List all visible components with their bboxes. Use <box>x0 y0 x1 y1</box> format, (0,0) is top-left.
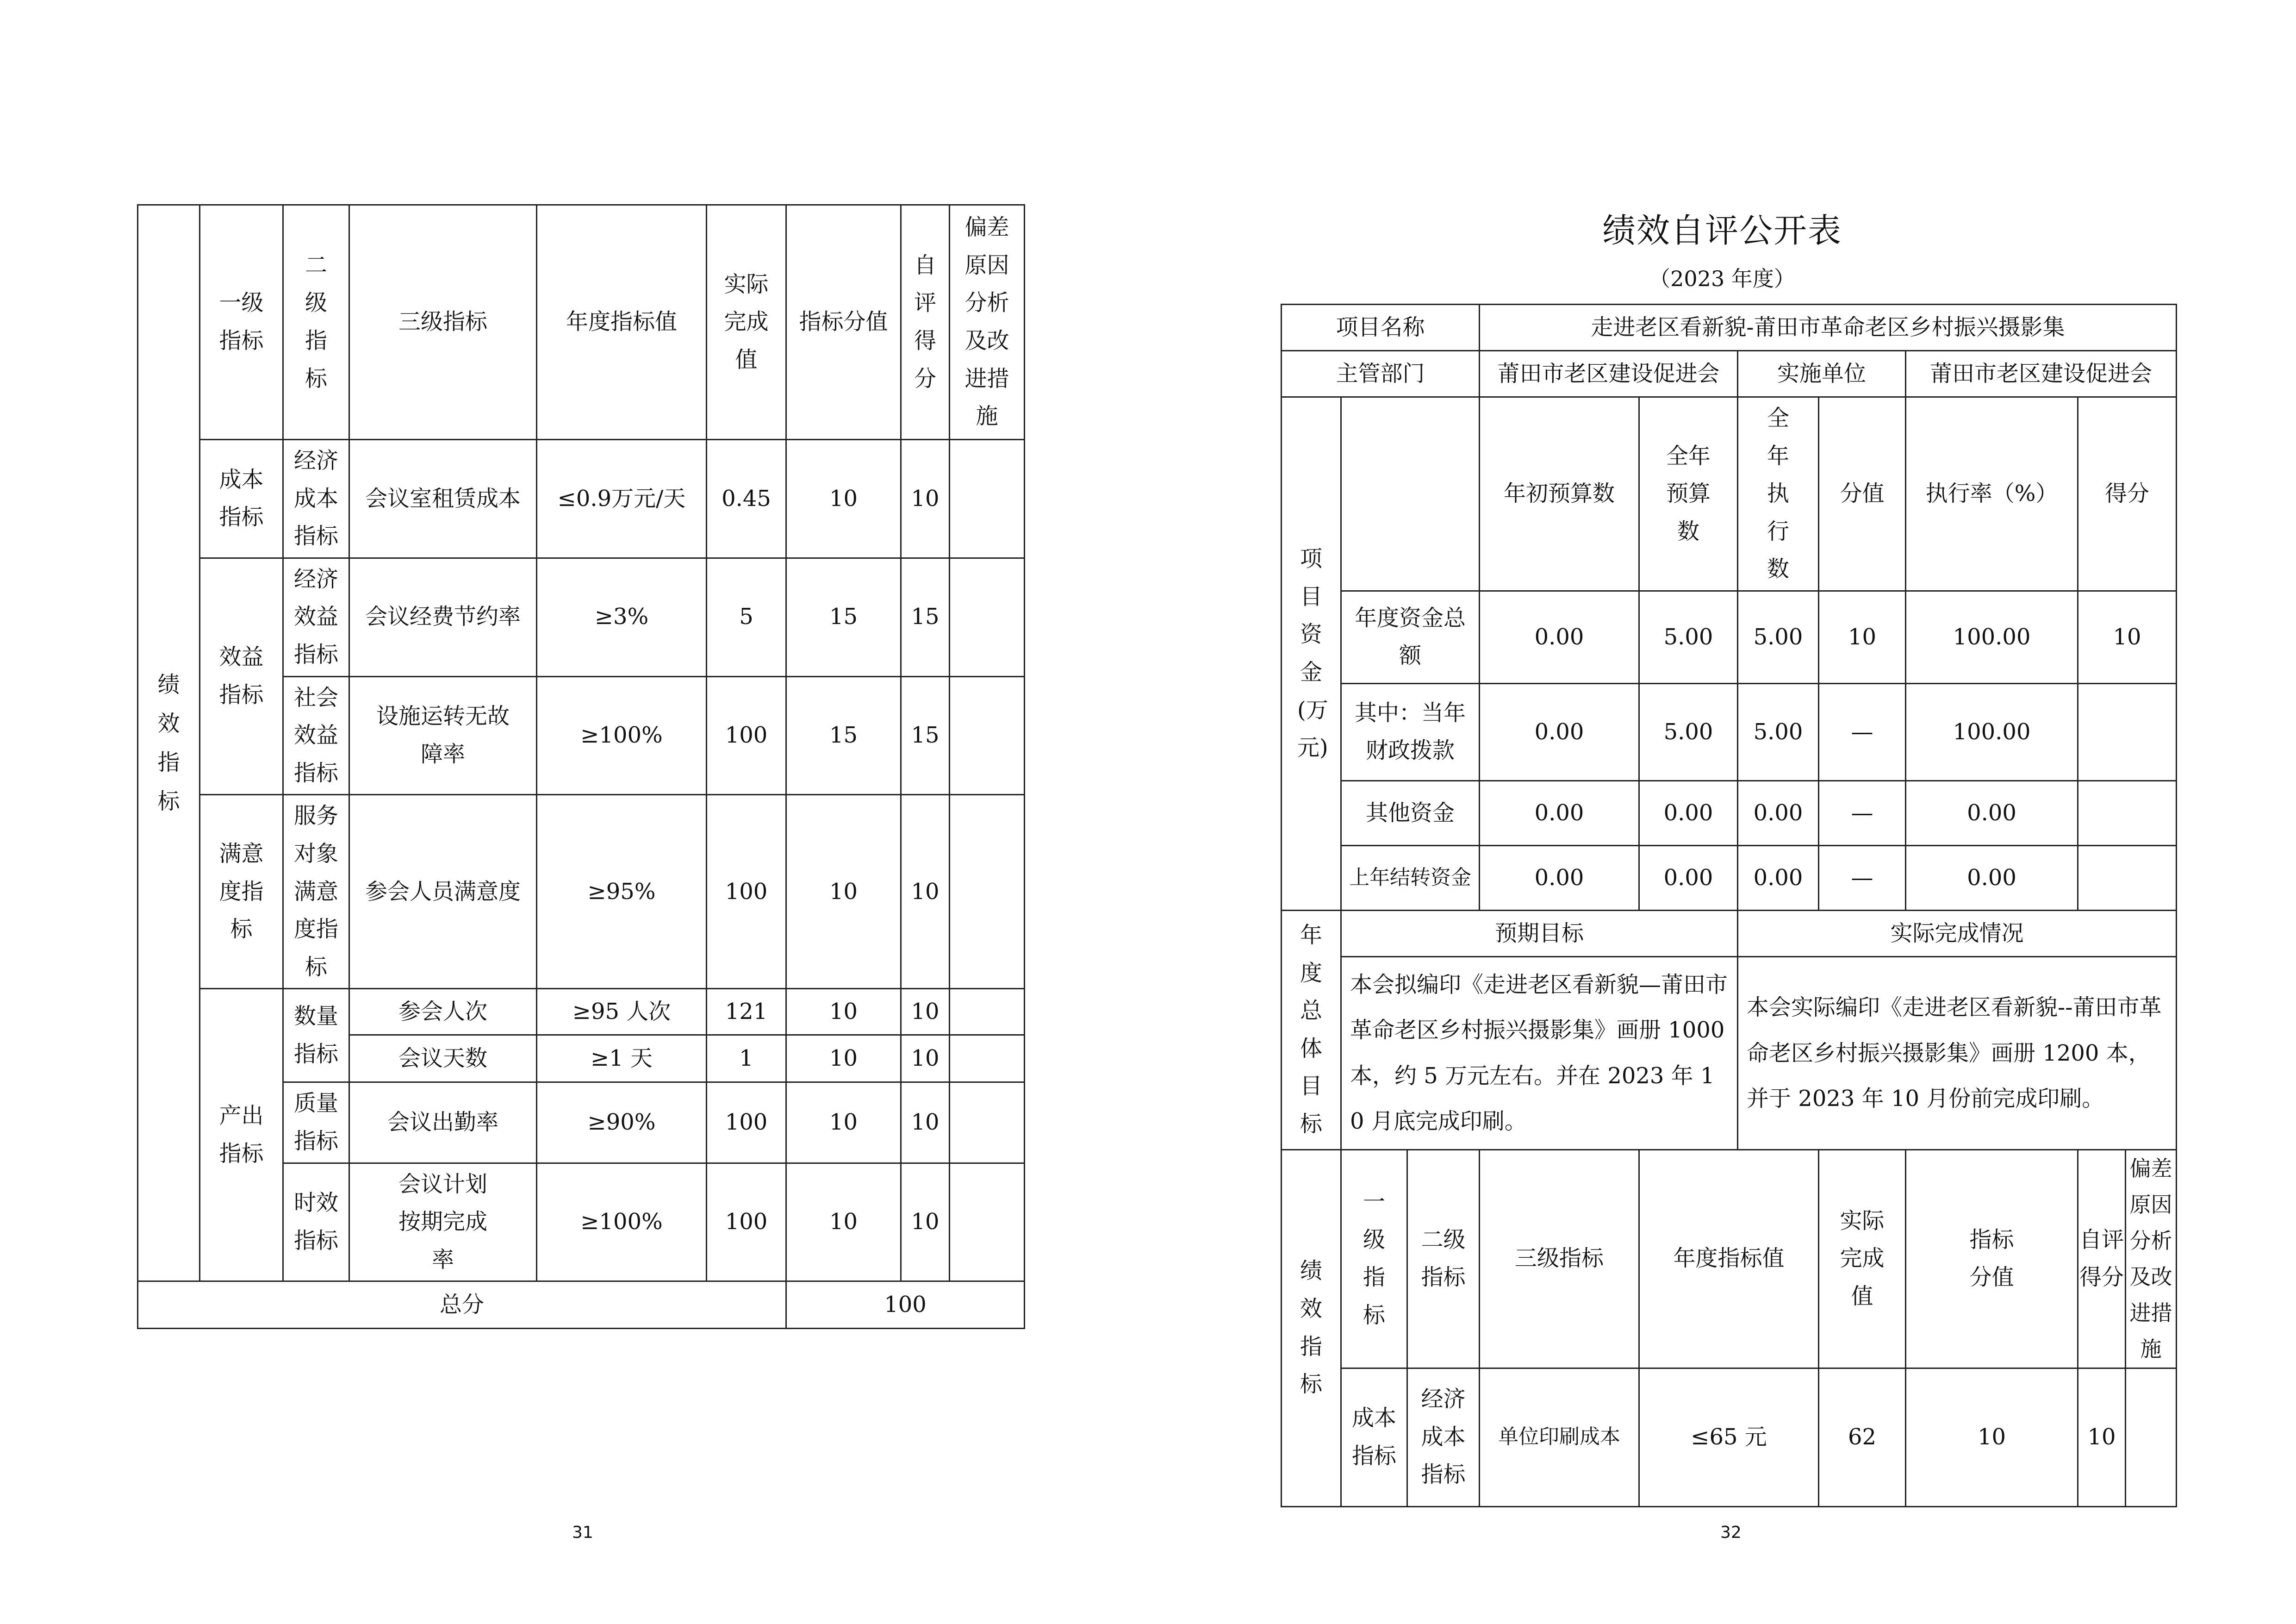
level3-cell <box>349 676 537 795</box>
funds-row-label-text: 其中：当年财政拨款 <box>1354 700 1466 764</box>
level2-text: 社会效益指标 <box>293 684 338 786</box>
impl-value: 莆田市老区建设促进会 <box>1906 351 2177 397</box>
funds-initial: 0.00 <box>1480 845 1639 910</box>
points-cell: 10 <box>786 989 901 1035</box>
dept-label: 主管部门 <box>1282 351 1480 397</box>
funds-row <box>1282 683 2177 781</box>
perf-row <box>1282 1368 2177 1506</box>
funds-row-label-text: 年度资金总额 <box>1354 605 1466 669</box>
score-cell: 10 <box>901 440 950 558</box>
score-cell: 10 <box>901 989 950 1035</box>
target-cell: ≤0.9万元/天 <box>537 440 707 558</box>
level2-cell <box>283 676 349 795</box>
funds-points: — <box>1819 845 1906 910</box>
page-subtitle: （2023 年度） <box>1649 266 1795 291</box>
funds-row-label: 其他资金 <box>1341 781 1480 845</box>
funds-row <box>1282 781 2177 845</box>
funds-side-label <box>1282 397 1341 911</box>
perf-header-row <box>1282 1149 2177 1368</box>
funds-header-points: 分值 <box>1819 397 1906 591</box>
perf-score-note <box>2078 1368 2177 1506</box>
level2-cell <box>283 1163 349 1281</box>
funds-rate: 100.00 <box>1906 683 2078 781</box>
note-cell <box>950 1163 1025 1281</box>
dept-value: 莆田市老区建设促进会 <box>1480 351 1738 397</box>
goals-side-label-text: 年度总体目标 <box>1300 922 1322 1137</box>
perf-points: 10 <box>1906 1368 2078 1506</box>
level3-cell <box>349 1163 537 1281</box>
total-label: 总分 <box>138 1281 786 1329</box>
level2-text: 经济效益指标 <box>293 566 338 668</box>
actual-cell: 121 <box>707 989 786 1035</box>
level3-cell: 会议室租赁成本 <box>349 440 537 558</box>
target-cell: ≥100% <box>537 1163 707 1281</box>
perf-side-label-text: 绩效指标 <box>1300 1258 1322 1398</box>
table-row <box>138 795 1025 989</box>
funds-score: 10 <box>2078 591 2177 683</box>
level1-satisfaction-text: 满意度指标 <box>219 840 264 943</box>
perf-header-l1-text: 一级指标 <box>1363 1188 1385 1328</box>
goals-actual-text: 本会实际编印《走进老区看新貌--莆田市革命老区乡村振兴摄影集》画册 1200 本，并于 2023 年 10 月份前完成印刷。 <box>1738 956 2177 1149</box>
actual-cell: 100 <box>707 795 786 989</box>
perf-header-note-text: 偏差原因分析及改进措施 <box>2129 1156 2172 1362</box>
perf-actual: 62 <box>1819 1368 1906 1506</box>
page-number-left: 31 <box>572 1523 593 1542</box>
impl-label: 实施单位 <box>1738 351 1906 397</box>
funds-score <box>2078 781 2177 845</box>
self-evaluation-table <box>1281 304 2177 1507</box>
level1-cost-text: 成本指标 <box>219 466 264 531</box>
funds-row <box>1282 591 2177 683</box>
funds-header-blank <box>1341 397 1480 591</box>
level2-cell <box>283 440 349 558</box>
perf-header-score-note <box>2078 1149 2177 1368</box>
points-cell: 10 <box>786 1082 901 1163</box>
level3-text: 设施运转无故障率 <box>376 703 510 767</box>
table-row <box>138 989 1025 1035</box>
goals-text-row <box>1282 956 2177 1149</box>
level2-cell <box>283 795 349 989</box>
perf-score: 10 <box>2078 1369 2126 1506</box>
funds-annual: 5.00 <box>1639 591 1738 683</box>
perf-l2 <box>1407 1368 1480 1506</box>
level2-text: 时效指标 <box>293 1190 338 1254</box>
header-note-text: 偏差原因分析及改进措施 <box>964 214 1009 430</box>
funds-side-label-text: 项目资金(万元) <box>1297 546 1328 761</box>
target-cell: ≥1 天 <box>537 1035 707 1082</box>
points-cell: 10 <box>786 440 901 558</box>
funds-row-label <box>1341 591 1480 683</box>
funds-row-label: 上年结转资金 <box>1341 845 1480 910</box>
header-row <box>138 205 1025 440</box>
project-name-value: 走进老区看新貌-莆田市革命老区乡村振兴摄影集 <box>1480 305 2177 351</box>
header-level2-text: 二级指标 <box>305 252 327 392</box>
funds-annual: 0.00 <box>1639 781 1738 845</box>
group-label: 绩效指标 <box>157 672 180 815</box>
total-value: 100 <box>786 1281 1025 1329</box>
perf-header-l2 <box>1407 1149 1480 1368</box>
actual-cell: 1 <box>707 1035 786 1082</box>
header-level1 <box>200 205 283 440</box>
level1-benefit-text: 效益指标 <box>219 644 264 708</box>
goals-header-row <box>1282 910 2177 956</box>
funds-rate: 0.00 <box>1906 781 2078 845</box>
funds-rate: 100.00 <box>1906 591 2078 683</box>
funds-annual: 0.00 <box>1639 845 1738 910</box>
header-actual-text: 实际完成值 <box>724 271 769 373</box>
perf-l3: 单位印刷成本 <box>1480 1368 1639 1506</box>
perf-header-l3: 三级指标 <box>1480 1149 1639 1368</box>
note-cell <box>950 440 1025 558</box>
funds-executed: 0.00 <box>1738 781 1819 845</box>
level2-text: 经济成本指标 <box>293 448 338 550</box>
level1-cost <box>200 440 283 558</box>
actual-cell: 100 <box>707 1163 786 1281</box>
perf-l2-text: 经济成本指标 <box>1421 1386 1466 1488</box>
perf-header-note <box>2126 1150 2176 1368</box>
goals-actual-label: 实际完成情况 <box>1738 910 2177 956</box>
level3-cell: 会议天数 <box>349 1035 537 1082</box>
target-cell: ≥95% <box>537 795 707 989</box>
funds-points: 10 <box>1819 591 1906 683</box>
note-cell <box>950 1035 1025 1082</box>
level3-cell: 参会人员满意度 <box>349 795 537 989</box>
funds-executed: 5.00 <box>1738 683 1819 781</box>
perf-side-label <box>1282 1149 1341 1506</box>
header-level2 <box>283 205 349 440</box>
perf-header-score <box>2078 1150 2126 1368</box>
note-cell <box>950 558 1025 676</box>
perf-header-actual <box>1819 1149 1906 1368</box>
funds-initial: 0.00 <box>1480 683 1639 781</box>
funds-header-annual <box>1639 397 1738 591</box>
right-page <box>1148 0 2296 1624</box>
goals-side-label <box>1282 910 1341 1149</box>
perf-header-points-text: 指标分值 <box>1969 1226 2014 1291</box>
funds-rate: 0.00 <box>1906 845 2078 910</box>
funds-points: — <box>1819 781 1906 845</box>
score-cell: 10 <box>901 1163 950 1281</box>
total-row <box>138 1281 1025 1329</box>
page-number-right: 32 <box>1720 1523 1742 1542</box>
header-level3: 三级指标 <box>349 205 537 440</box>
points-cell: 10 <box>786 795 901 989</box>
funds-executed: 0.00 <box>1738 845 1819 910</box>
perf-l1 <box>1341 1368 1407 1506</box>
score-cell: 15 <box>901 676 950 795</box>
perf-header-l1 <box>1341 1149 1407 1368</box>
note-cell <box>950 795 1025 989</box>
score-cell: 10 <box>901 1082 950 1163</box>
points-cell: 10 <box>786 1035 901 1082</box>
header-note <box>950 205 1025 440</box>
level2-text: 服务对象满意度指标 <box>293 803 338 980</box>
perf-l1-text: 成本指标 <box>1351 1405 1396 1469</box>
funds-header-executed <box>1738 397 1819 591</box>
funds-header-annual-text: 全年预算数 <box>1666 443 1711 544</box>
score-cell: 15 <box>901 558 950 676</box>
header-score <box>901 205 950 440</box>
header-level1-text: 一级指标 <box>219 290 264 354</box>
perf-header-target: 年度指标值 <box>1639 1149 1819 1368</box>
perf-header-l2-text: 二级指标 <box>1421 1226 1466 1291</box>
target-cell: ≥90% <box>537 1082 707 1163</box>
points-cell: 15 <box>786 558 901 676</box>
funds-initial: 0.00 <box>1480 591 1639 683</box>
dept-row <box>1282 351 2177 397</box>
project-name-row <box>1282 305 2177 351</box>
funds-header-executed-text: 全年执行数 <box>1767 405 1790 582</box>
funds-header-score: 得分 <box>2078 397 2177 591</box>
level1-benefit <box>200 558 283 795</box>
table-row <box>138 558 1025 676</box>
header-score-text: 自评得分 <box>914 252 936 392</box>
perf-note <box>2126 1369 2176 1506</box>
level2-cell <box>283 1082 349 1163</box>
group-label-cell <box>138 205 200 1281</box>
header-target: 年度指标值 <box>537 205 707 440</box>
funds-header-rate: 执行率（%） <box>1906 397 2078 591</box>
level1-satisfaction <box>200 795 283 989</box>
project-name-label: 项目名称 <box>1282 305 1480 351</box>
target-cell: ≥100% <box>537 676 707 795</box>
actual-cell: 100 <box>707 676 786 795</box>
note-cell <box>950 1082 1025 1163</box>
level2-text: 数量指标 <box>293 1003 338 1067</box>
level3-cell: 参会人次 <box>349 989 537 1035</box>
funds-initial: 0.00 <box>1480 781 1639 845</box>
perf-header-score-text: 自评得分 <box>2079 1226 2124 1291</box>
level2-text: 质量指标 <box>293 1090 338 1154</box>
target-cell: ≥3% <box>537 558 707 676</box>
header-actual <box>707 205 786 440</box>
funds-header-initial: 年初预算数 <box>1480 397 1639 591</box>
table-row <box>138 440 1025 558</box>
points-cell: 15 <box>786 676 901 795</box>
funds-header-row <box>1282 397 2177 591</box>
perf-header-actual-text: 实际完成值 <box>1840 1207 1885 1309</box>
actual-cell: 100 <box>707 1082 786 1163</box>
goals-expected-label: 预期目标 <box>1341 910 1738 956</box>
funds-score <box>2078 683 2177 781</box>
actual-cell: 5 <box>707 558 786 676</box>
level2-cell <box>283 989 349 1082</box>
funds-row-label <box>1341 683 1480 781</box>
perf-header-points <box>1906 1149 2078 1368</box>
score-cell: 10 <box>901 795 950 989</box>
level1-output-text: 产出指标 <box>219 1103 264 1167</box>
page-title: 绩效自评公开表 <box>1602 211 1842 250</box>
funds-executed: 5.00 <box>1738 591 1819 683</box>
level3-cell: 会议出勤率 <box>349 1082 537 1163</box>
level2-cell <box>283 558 349 676</box>
performance-indicators-table <box>137 204 1025 1329</box>
points-cell: 10 <box>786 1163 901 1281</box>
funds-points: — <box>1819 683 1906 781</box>
funds-row <box>1282 845 2177 910</box>
level1-output <box>200 989 283 1281</box>
target-cell: ≥95 人次 <box>537 989 707 1035</box>
header-points: 指标分值 <box>786 205 901 440</box>
note-cell <box>950 676 1025 795</box>
funds-score <box>2078 845 2177 910</box>
score-cell: 10 <box>901 1035 950 1082</box>
funds-annual: 5.00 <box>1639 683 1738 781</box>
perf-target: ≤65 元 <box>1639 1368 1819 1506</box>
goals-expected-text: 本会拟编印《走进老区看新貌—莆田市革命老区乡村振兴摄影集》画册 1000 本，约 5 万元左右。并在 2023 年 10 月底完成印刷。 <box>1341 956 1738 1149</box>
level3-text: 会议计划按期完成率 <box>398 1171 487 1273</box>
note-cell <box>950 989 1025 1035</box>
actual-cell: 0.45 <box>707 440 786 558</box>
level3-cell: 会议经费节约率 <box>349 558 537 676</box>
